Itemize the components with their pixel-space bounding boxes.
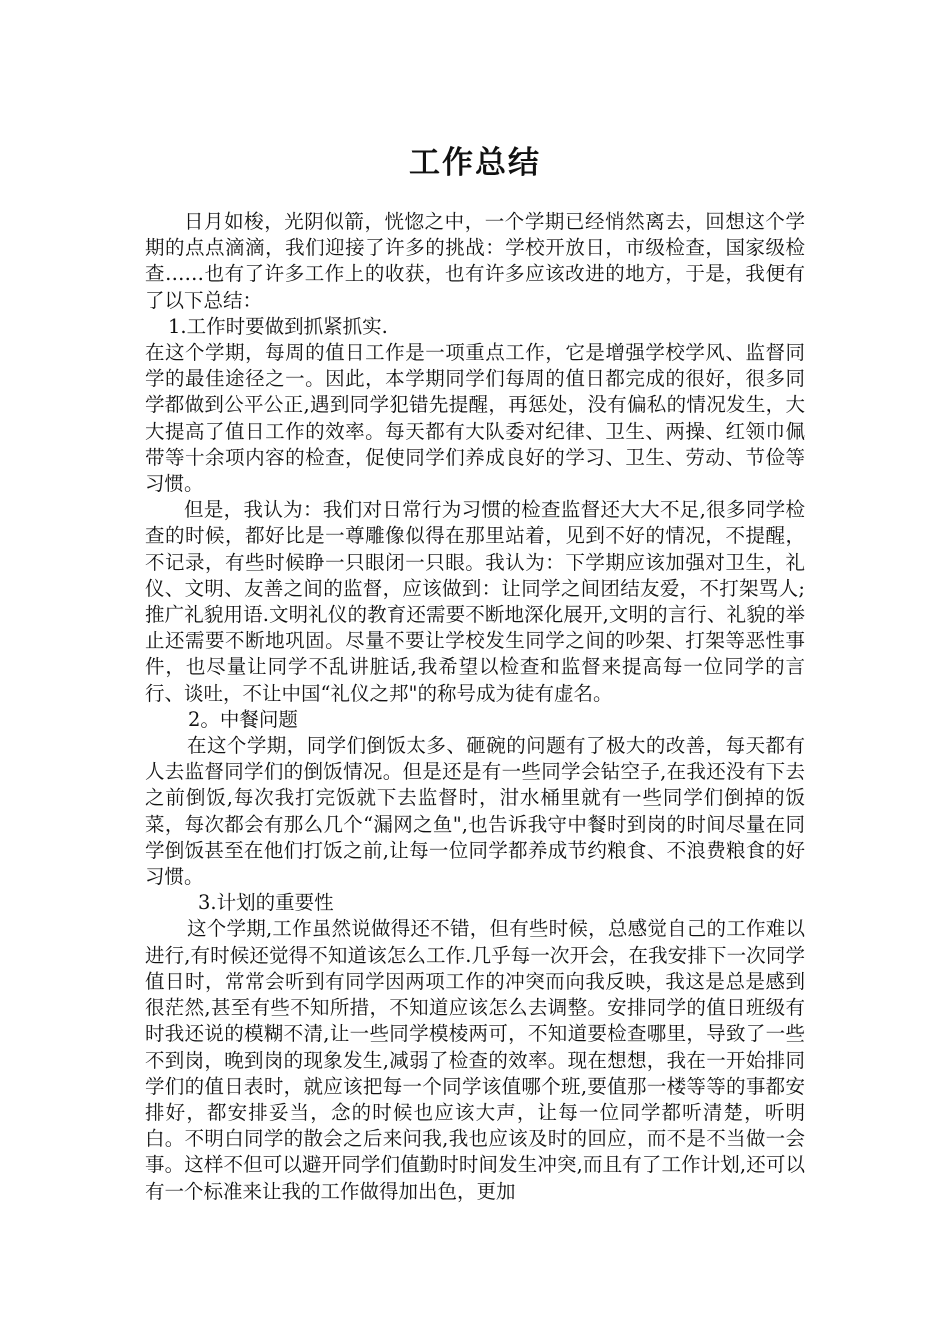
heading-section-3: 3.计划的重要性 — [198, 891, 334, 915]
paragraph-intro: 日月如梭，光阴似箭，恍惚之中，一个学期已经悄然离去，回想这个学期的点点滴滴，我们迎接了许多的挑战：学校开放日，市级检查，国家级检查……也有了许多工作上的收获，也有许多应该改进的地方，于是，我便有了以下总结： — [145, 210, 805, 312]
heading-section-2: 2。中餐问题 — [188, 707, 298, 731]
paragraph-inspection-shortcomings: 但是，我认为：我们对日常行为习惯的检查监督还大大不足,很多同学检查的时候，都好比是一尊雕像似得在那里站着，见到不好的情况，不提醒，不记录，有些时候睁一只眼闭一只眼。我认为：下学期应该加强对卫生，礼仪、文明、友善之间的监督，应该做到：让同学之间团结友爱，不打架骂人;推广礼貌用语.文明礼仪的教育还需要不断地深化展开,文明的言行、礼貌的举止还需要不断地巩固。尽量不要让学校发生同学之间的吵架、打架等恶性事件，也尽量让同学不乱讲脏话,我希望以检查和监督来提高每一位同学的言行、谈吐，不让中国“礼仪之邦"的称号成为徒有虚名。 — [145, 498, 805, 705]
paragraph-lunch-issue: 在这个学期，同学们倒饭太多、砸碗的问题有了极大的改善，每天都有人去监督同学们的倒饭情况。但是还是有一些同学会钻空子,在我还没有下去之前倒饭,每次我打完饭就下去监督时，泔水桶里就有一些同学们倒掉的饭菜，每次都会有那么几个“漏网之鱼",也告诉我守中餐时到岗的时间尽量在同学倒饭甚至在他们打饭之前,让每一位同学都养成节约粮食、不浪费粮食的好习惯。 — [145, 734, 805, 889]
document-body — [145, 209, 805, 1205]
document-title: 工作总结 — [409, 145, 541, 181]
paragraph-duty-work: 在这个学期，每周的值日工作是一项重点工作，它是增强学校学风、监督同学的最佳途径之一。因此，本学期同学们每周的值日都完成的很好，很多同学都做到公平公正,遇到同学犯错先提醒，再惩处，没有偏私的情况发生，大大提高了值日工作的效率。每天都有大队委对纪律、卫生、两操、红领巾佩带等十余项内容的检查，促使同学们养成良好的学习、卫生、劳动、节俭等习惯。 — [145, 341, 805, 496]
paragraph-planning: 这个学期,工作虽然说做得还不错，但有些时候，总感觉自己的工作难以进行,有时候还觉得不知道该怎么工作.几乎每一次开会，在我安排下一次同学值日时，常常会听到有同学因两项工作的冲突而向我反映，我这是总是感到很茫然,甚至有些不知所措，不知道应该怎么去调整。安排同学的值日班级有时我还说的模糊不清,让一些同学模棱两可，不知道要检查哪里，导致了一些不到岗，晚到岗的现象发生,减弱了检查的效率。现在想想，我在一开始排同学们的值日表时，就应该把每一个同学该值哪个班,要值那一楼等等的事都安排好，都安排妥当，念的时候也应该大声，让每一位同学都听清楚，听明白。不明白同学的散会之后来问我,我也应该及时的回应，而不是不当做一会事。这样不但可以避开同学们值勤时时间发生冲突,而且有了工作计划,还可以有一个标准来让我的工作做得加出色，更加 — [145, 917, 805, 1203]
heading-section-1: 1.工作时要做到抓紧抓实. — [168, 314, 388, 338]
